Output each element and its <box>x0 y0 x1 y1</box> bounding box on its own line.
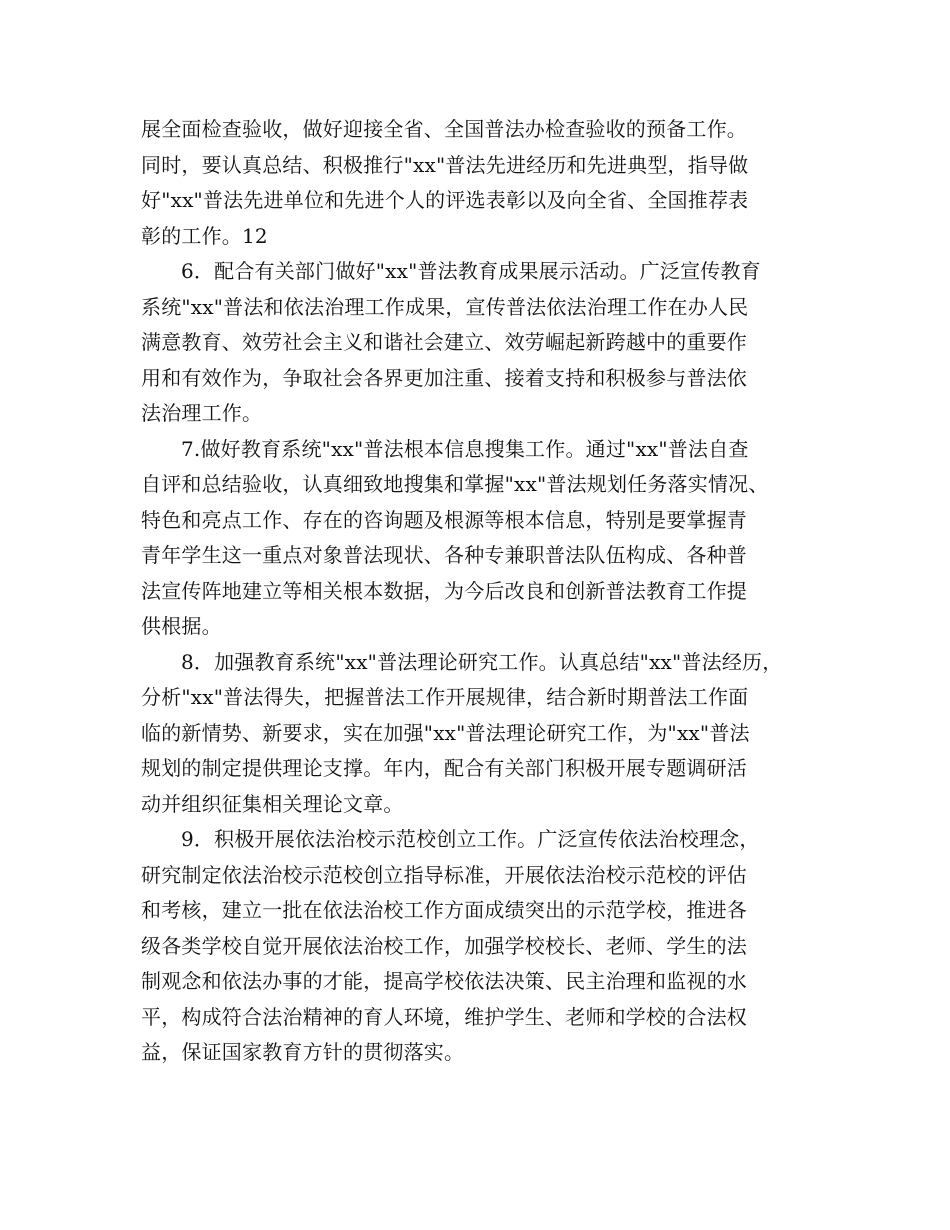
text-line: 制观念和依法办事的才能，提高学校依法决策、民主治理和监视的水 <box>141 969 747 993</box>
text-line: 8．加强教育系统"xx"普法理论研究工作。认真总结"xx"普法经历， <box>181 649 783 674</box>
text-line: 研究制定依法治校示范校创立指导标准，开展依法治校示范校的评估 <box>141 862 747 887</box>
document-body <box>141 112 821 1071</box>
text-line: 和考核，建立一批在依法治校工作方面成绩突出的示范学校，推进各 <box>141 898 747 922</box>
text-line: 法宣传阵地建立等相关根本数据，为今后改良和创新普法教育工作提 <box>141 578 747 603</box>
text-line: 规划的制定提供理论支撑。年内，配合有关部门积极开展专题调研活 <box>141 756 747 780</box>
paragraph-continuation <box>141 112 821 254</box>
text-line: 系统"xx"普法和依法治理工作成果，宣传普法依法治理工作在办人民 <box>141 294 749 319</box>
text-line: 7.做好教育系统"xx"普法根本信息搜集工作。通过"xx"普法自查 <box>181 436 749 461</box>
text-line: 临的新情势、新要求，实在加强"xx"普法理论研究工作，为"xx"普法 <box>141 720 750 745</box>
text-line: 自评和总结验收，认真细致地搜集和掌握"xx"普法规划任务落实情况、 <box>141 472 769 496</box>
text-line: 同时，要认真总结、积极推行"xx"普法先进经历和先进典型，指导做 <box>141 152 749 177</box>
text-line: 特色和亮点工作、存在的咨询题及根源等根本信息，特别是要掌握青 <box>141 507 747 532</box>
text-line: 益，保证国家教育方针的贯彻落实。 <box>141 1040 465 1064</box>
text-line: 动并组织征集相关理论文章。 <box>141 791 404 816</box>
text-line: 彰的工作。12 <box>141 223 268 248</box>
paragraph-item-9 <box>141 822 821 1071</box>
text-line: 供根据。 <box>141 614 222 638</box>
paragraph-item-6 <box>141 254 821 432</box>
text-line: 好"xx"普法先进单位和先进个人的评选表彰以及向全省、全国推荐表 <box>141 188 749 212</box>
text-line: 级各类学校自觉开展依法治校工作，加强学校校长、老师、学生的法 <box>141 933 747 958</box>
text-line: 满意教育、效劳社会主义和谐社会建立、效劳崛起新跨越中的重要作 <box>141 330 747 354</box>
text-line: 6．配合有关部门做好"xx"普法教育成果展示活动。广泛宣传教育 <box>181 259 761 283</box>
text-line: 分析"xx"普法得失，把握普法工作开展规律，结合新时期普法工作面 <box>141 685 749 709</box>
text-line: 青年学生这一重点对象普法现状、各种专兼职普法队伍构成、各种普 <box>141 543 747 567</box>
text-line: 9．积极开展依法治校示范校创立工作。广泛宣传依法治校理念， <box>181 827 760 851</box>
paragraph-item-8 <box>141 645 821 823</box>
paragraph-item-7 <box>141 432 821 645</box>
text-line: 平，构成符合法治精神的育人环境，维护学生、老师和学校的合法权 <box>141 1004 747 1029</box>
text-line: 展全面检查验收，做好迎接全省、全国普法办检查验收的预备工作。 <box>141 117 747 141</box>
text-line: 法治理工作。 <box>141 401 263 425</box>
text-line: 用和有效作为，争取社会各界更加注重、接着支持和积极参与普法依 <box>141 365 747 390</box>
